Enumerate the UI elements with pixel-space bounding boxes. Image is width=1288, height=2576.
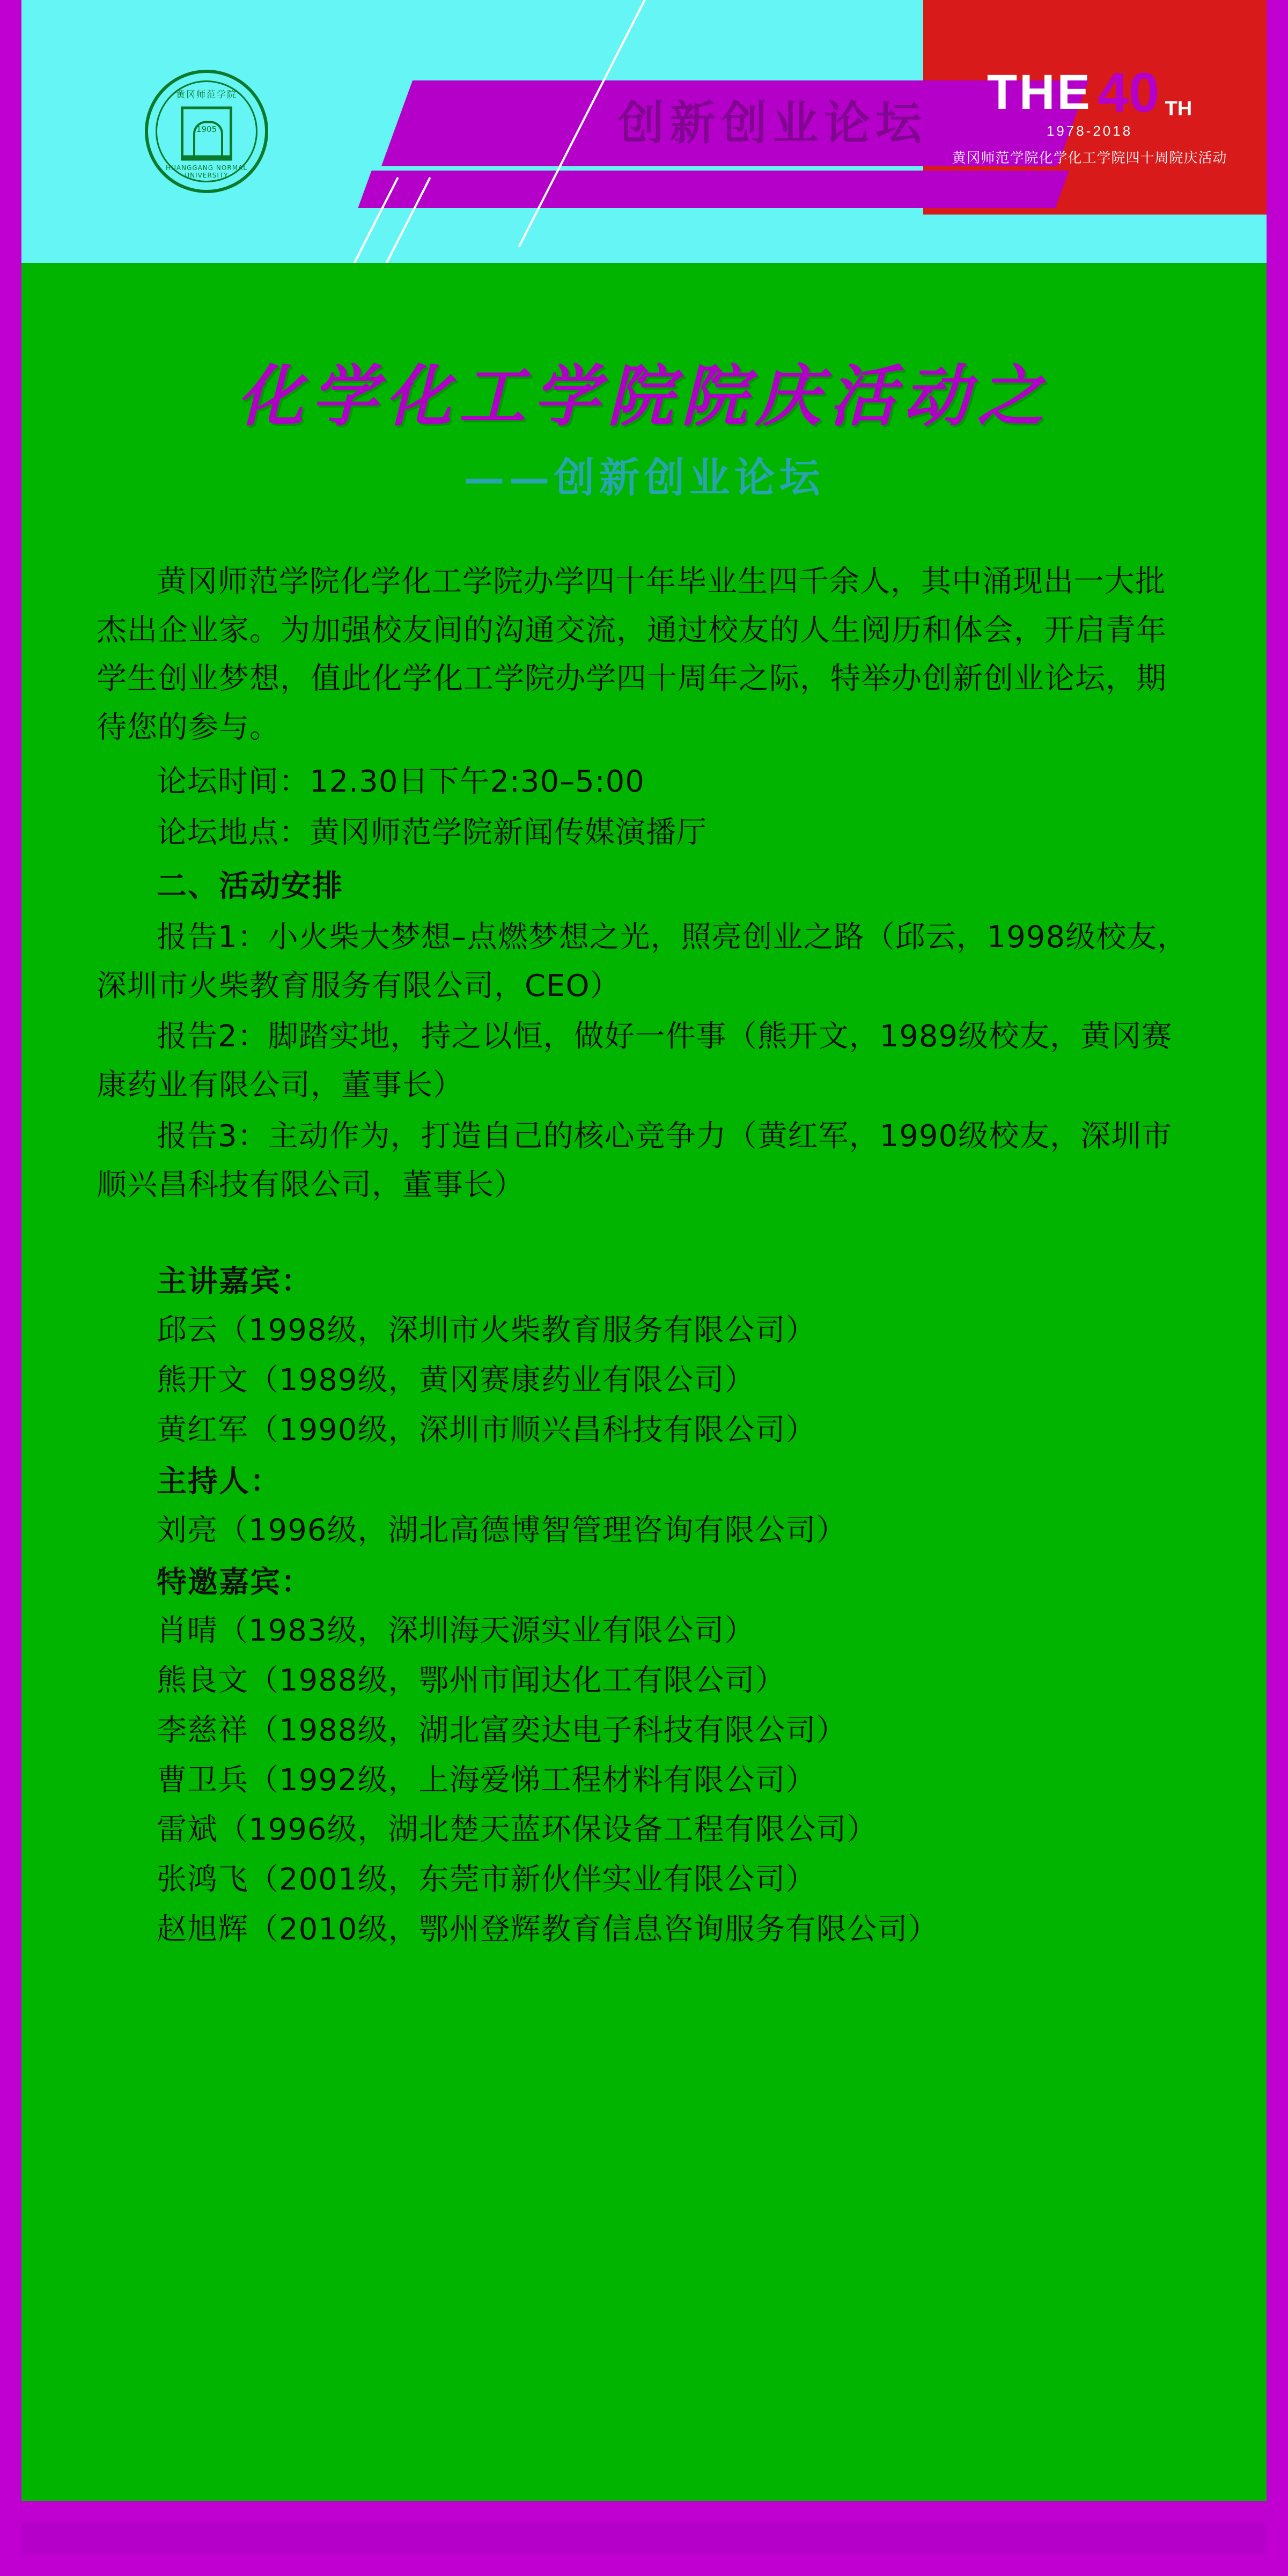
seal-top-text: 黄冈师范学院 [176,90,237,100]
poster-bottom-strip [0,2501,1288,2576]
anniversary-subtitle: 黄冈师范学院化学化工学院四十周院庆活动 [952,150,1227,166]
list-item: 曹卫兵（1992级，上海爱悌工程材料有限公司） [157,1762,816,1798]
list-item: 黄红军（1990级，深圳市顺兴昌科技有限公司） [157,1412,816,1448]
spacer [97,1212,1191,1254]
header-purple-bar [358,171,1069,208]
poster-bottom-bar [21,2522,1267,2555]
list-item: 李慈祥（1988级，湖北富奕达电子科技有限公司） [157,1713,847,1748]
anniversary-the-text: THE [987,65,1092,120]
page-subtitle: ——创新创业论坛 [463,454,825,501]
report-item: 报告1：小火柴大梦想–点燃梦想之光，照亮创业之路（邱云，1998级校友，深圳市火柴教育服务有限公司，CEO） [97,920,1188,1003]
university-seal-logo [145,70,268,193]
page-title: 化学化工学院院庆活动之 [237,358,1051,436]
anniversary-row [950,62,1229,124]
seal-year-text: 1905 [196,124,217,134]
forum-time-line: 论坛时间：12.30日下午2:30–5:00 [157,764,645,799]
anniversary-ordinal: TH [1165,98,1193,120]
poster-inner [21,0,1267,2501]
forum-place-line: 论坛地点：黄冈师范学院新闻传媒演播厅 [157,815,707,850]
section-heading-activities: 二、活动安排 [157,869,343,904]
list-item: 熊良文（1988级，鄂州市闻达化工有限公司） [157,1663,786,1699]
list-item: 肖晴（1983级，深圳海天源实业有限公司） [157,1613,755,1649]
anniversary-logo [950,64,1229,167]
report-item: 报告3：主动作为，打造自己的核心竞争力（黄红军，1990级校友，深圳市顺兴昌科技有限公司，董事长） [97,1118,1173,1202]
intro-paragraph: 黄冈师范学院化学化工学院办学四十年毕业生四千余人，其中涌现出一大批杰出企业家。为加强校友间的沟通交流，通过校友的人生阅历和体会，开启青年学生创业梦想，值此化学化工学院办学四十周年之际，特举办创新创业论坛，期待您的参与。 [97,564,1167,746]
header-banner-text: 创新创业论坛 [618,96,927,150]
anniversary-years: 1978-2018 [1046,123,1133,139]
anniversary-number: 40 [1097,62,1160,124]
list-item: 张鸿飞（2001级，东莞市新伙伴实业有限公司） [157,1862,816,1897]
poster-body [97,558,1191,1955]
list-item: 赵旭辉（2010级，鄂州登辉教育信息咨询服务有限公司） [157,1911,939,1947]
report-item: 报告2：脚踏实地，持之以恒，做好一件事（熊开文，1989级校友，黄冈赛康药业有限公司，董事长） [97,1019,1173,1103]
speakers-heading: 主讲嘉宾： [157,1264,312,1300]
invited-guests-heading: 特邀嘉宾： [157,1564,312,1600]
list-item: 熊开文（1989级，黄冈赛康药业有限公司） [157,1362,755,1398]
list-item: 刘亮（1996级，湖北高德博智管理咨询有限公司） [157,1512,847,1548]
list-item: 雷斌（1996级，湖北楚天蓝环保设备工程有限公司） [157,1812,878,1848]
poster-header [21,0,1267,263]
list-item: 邱云（1998级，深圳市火柴教育服务有限公司） [157,1313,816,1348]
host-heading: 主持人： [157,1464,281,1500]
seal-bottom-text: HUANGGANG NORMAL UNIVERSITY [166,164,247,179]
